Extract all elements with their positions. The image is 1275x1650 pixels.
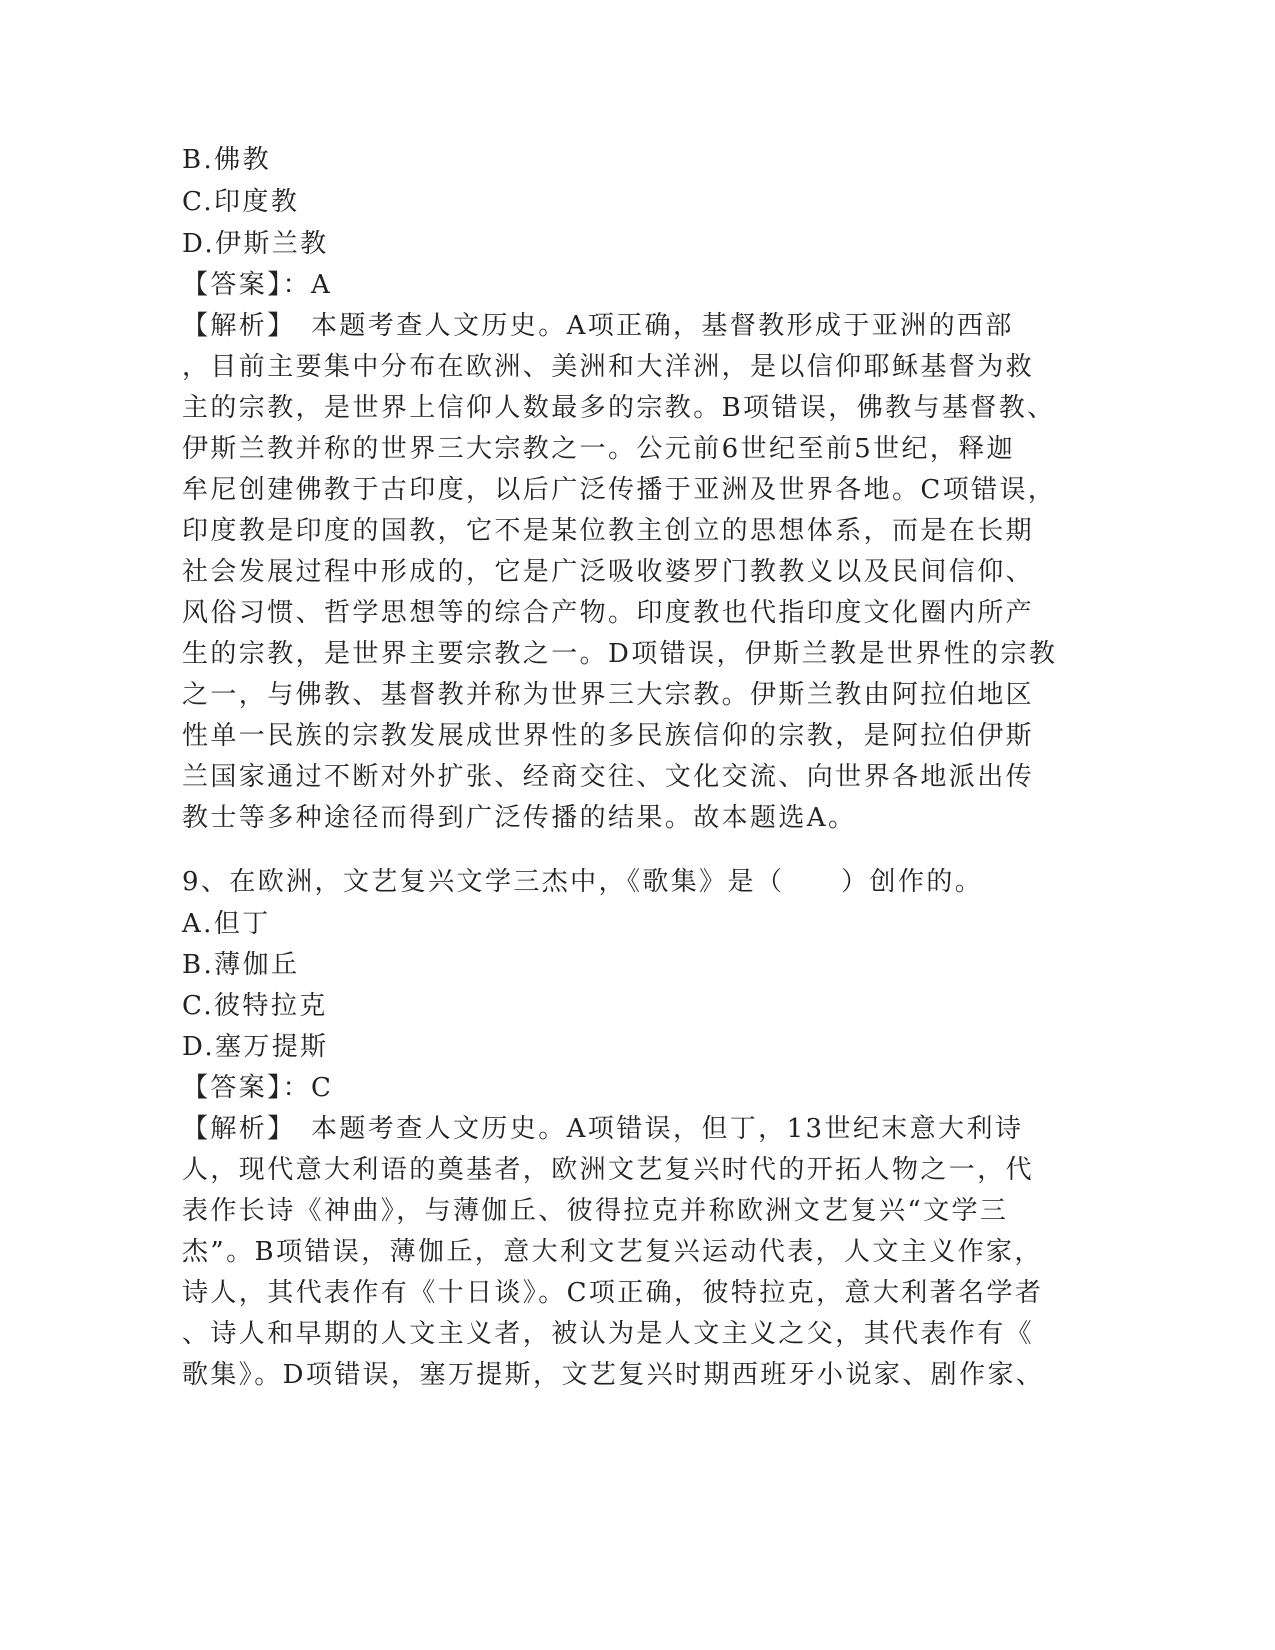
answer-line: 【答案】：C xyxy=(182,1073,334,1103)
analysis-line: 风俗习惯、哲学思想等的综合产物。印度教也代指印度文化圈内所产 xyxy=(182,598,1035,628)
analysis-line: 表作长诗《神曲》，与薄伽丘、彼得拉克并称欧洲文艺复兴“文学三 xyxy=(182,1196,1009,1226)
option-b: B.薄伽丘 xyxy=(182,950,300,980)
analysis-line: 生的宗教，是世界主要宗教之一。D项错误，伊斯兰教是世界性的宗教 xyxy=(182,639,1058,669)
option-d: D.伊斯兰教 xyxy=(182,229,329,259)
analysis-line: 歌集》。D项错误，塞万提斯，文艺复兴时期西班牙小说家、剧作家、 xyxy=(182,1360,1045,1390)
analysis-line: 教士等多种途径而得到广泛传播的结果。故本题选A。 xyxy=(182,803,857,833)
analysis-line: 之一，与佛教、基督教并称为世界三大宗教。伊斯兰教由阿拉伯地区 xyxy=(182,680,1035,710)
analysis-line: 兰国家通过不断对外扩张、经商交往、文化交流、向世界各地派出传 xyxy=(182,762,1035,792)
answer-line: 【答案】：A xyxy=(182,270,333,300)
analysis-line: 、诗人和早期的人文主义者，被认为是人文主义之父，其代表作有《 xyxy=(182,1319,1035,1349)
option-b: B.佛教 xyxy=(182,145,271,175)
analysis-line: 伊斯兰教并称的世界三大宗教之一。公元前6世纪至前5世纪，释迦 xyxy=(182,434,1016,464)
analysis-line: 主的宗教，是世界上信仰人数最多的宗教。B项错误，佛教与基督教、 xyxy=(182,393,1056,423)
option-c: C.印度教 xyxy=(182,187,300,217)
analysis-line: 人，现代意大利语的奠基者，欧洲文艺复兴时代的开拓人物之一，代 xyxy=(182,1155,1035,1185)
analysis-line: 牟尼创建佛教于古印度，以后广泛传播于亚洲及世界各地。C项错误， xyxy=(182,475,1057,505)
analysis-line: 【解析】 本题考查人文历史。A项正确，基督教形成于亚洲的西部 xyxy=(182,311,1014,341)
option-d: D.塞万提斯 xyxy=(182,1032,329,1062)
option-a: A.但丁 xyxy=(182,909,271,939)
analysis-line: 性单一民族的宗教发展成世界性的多民族信仰的宗教，是阿拉伯伊斯 xyxy=(182,721,1035,751)
question-9: 9、在欧洲，文艺复兴文学三杰中，《歌集》是（ ）创作的。 xyxy=(182,867,984,897)
analysis-line: 诗人，其代表作有《十日谈》。C项正确，彼特拉克，意大利著名学者 xyxy=(182,1278,1044,1308)
analysis-line: 【解析】 本题考查人文历史。A项错误，但丁，13世纪末意大利诗 xyxy=(182,1114,1024,1144)
option-c: C.彼特拉克 xyxy=(182,991,328,1021)
analysis-line: 杰”。B项错误，薄伽丘，意大利文艺复兴运动代表，人文主义作家， xyxy=(182,1237,1043,1267)
analysis-line: ，目前主要集中分布在欧洲、美洲和大洋洲，是以信仰耶稣基督为救 xyxy=(182,352,1035,382)
analysis-line: 社会发展过程中形成的，它是广泛吸收婆罗门教教义以及民间信仰、 xyxy=(182,557,1035,587)
analysis-line: 印度教是印度的国教，它不是某位教主创立的思想体系，而是在长期 xyxy=(182,516,1035,546)
